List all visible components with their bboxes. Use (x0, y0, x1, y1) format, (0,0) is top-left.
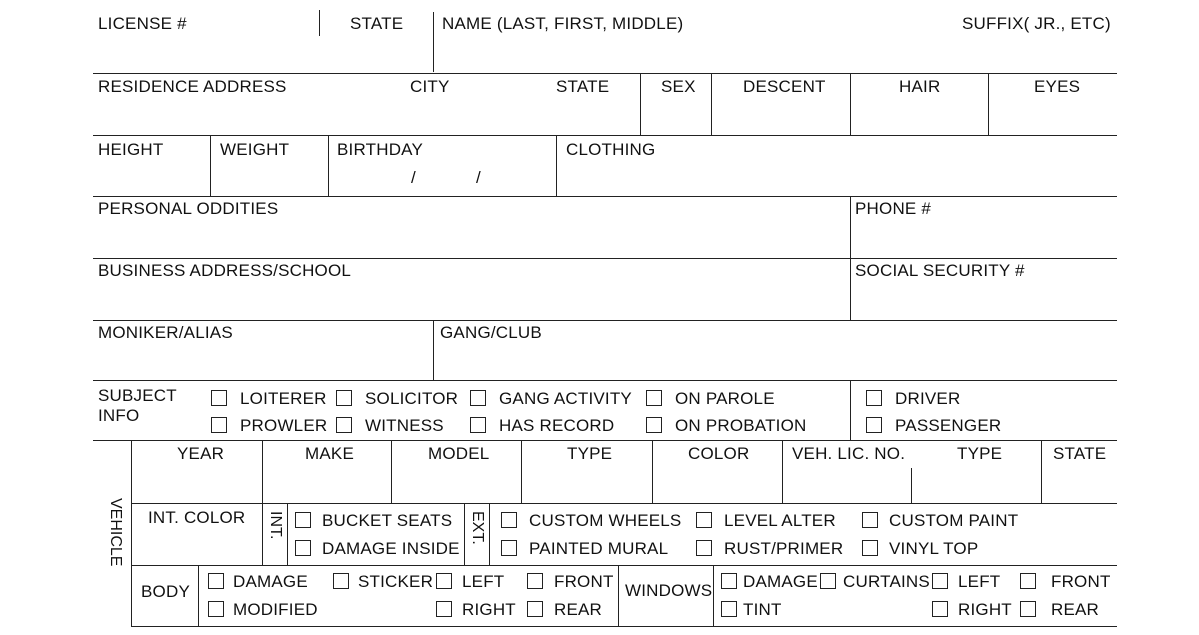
business-address-label: BUSINESS ADDRESS/SCHOOL (98, 261, 352, 280)
solicitor-label: SOLICITOR (365, 389, 459, 408)
rust-primer-label: RUST/PRIMER (724, 539, 844, 558)
divider (287, 503, 288, 565)
windows-label: WINDOWS (625, 581, 713, 600)
divider (850, 73, 851, 135)
custom-paint-checkbox[interactable] (862, 512, 878, 528)
model-label: MODEL (428, 444, 490, 463)
divider (198, 565, 199, 626)
on-probation-label: ON PROBATION (675, 416, 807, 435)
row-divider (93, 258, 1117, 259)
height-label: HEIGHT (98, 140, 164, 159)
windows-left-label: LEFT (958, 572, 1001, 591)
sticker-rear-checkbox[interactable] (527, 601, 543, 617)
loiterer-checkbox[interactable] (211, 390, 227, 406)
curtains-label: CURTAINS (843, 572, 930, 591)
windows-damage-checkbox[interactable] (721, 573, 737, 589)
sticker-front-checkbox[interactable] (527, 573, 543, 589)
residence-state-label: STATE (556, 77, 610, 96)
hair-label: HAIR (899, 77, 941, 96)
divider (391, 440, 392, 503)
passenger-checkbox[interactable] (866, 417, 882, 433)
solicitor-checkbox[interactable] (336, 390, 352, 406)
prowler-label: PROWLER (240, 416, 328, 435)
custom-wheels-checkbox[interactable] (501, 512, 517, 528)
veh-type-label: TYPE (957, 444, 1003, 463)
suffix-label: SUFFIX( JR., ETC) (962, 14, 1111, 33)
row-divider (131, 626, 1117, 627)
gang-activity-label: GANG ACTIVITY (499, 389, 632, 408)
weight-label: WEIGHT (220, 140, 290, 159)
driver-label: DRIVER (895, 389, 961, 408)
sticker-right-label: RIGHT (462, 600, 516, 619)
birthday-slash: / (476, 168, 481, 187)
vinyl-top-checkbox[interactable] (862, 540, 878, 556)
divider (556, 135, 557, 196)
vehicle-side-label: VEHICLE (107, 498, 124, 567)
residence-address-label: RESIDENCE ADDRESS (98, 77, 287, 96)
info-label: INFO (98, 406, 140, 425)
windows-rear-label: REAR (1051, 600, 1100, 619)
windows-right-label: RIGHT (958, 600, 1012, 619)
gang-club-label: GANG/CLUB (440, 323, 542, 342)
sticker-right-checkbox[interactable] (436, 601, 452, 617)
damage-inside-checkbox[interactable] (295, 540, 311, 556)
city-label: CITY (410, 77, 450, 96)
bucket-seats-checkbox[interactable] (295, 512, 311, 528)
windows-front-label: FRONT (1051, 572, 1111, 591)
birthday-slash: / (411, 168, 416, 187)
on-probation-checkbox[interactable] (646, 417, 662, 433)
custom-paint-label: CUSTOM PAINT (889, 511, 1019, 530)
birthday-label: BIRTHDAY (337, 140, 423, 159)
ssn-label: SOCIAL SECURITY # (855, 261, 1025, 280)
phone-label: PHONE # (855, 199, 932, 218)
bucket-seats-label: BUCKET SEATS (322, 511, 453, 530)
painted-mural-label: PAINTED MURAL (529, 539, 669, 558)
row-divider (93, 320, 1117, 321)
damage-inside-label: DAMAGE INSIDE (322, 539, 460, 558)
state-label: STATE (350, 14, 404, 33)
sticker-rear-label: REAR (554, 600, 603, 619)
divider (433, 12, 434, 72)
divider (328, 135, 329, 196)
windows-tint-checkbox[interactable] (721, 601, 737, 617)
witness-checkbox[interactable] (336, 417, 352, 433)
sticker-front-label: FRONT (554, 572, 614, 591)
clothing-label: CLOTHING (566, 140, 656, 159)
descent-label: DESCENT (743, 77, 826, 96)
make-label: MAKE (305, 444, 354, 463)
divider (652, 440, 653, 503)
windows-tint-label: TINT (743, 600, 782, 619)
body-modified-label: MODIFIED (233, 600, 318, 619)
loiterer-label: LOITERER (240, 389, 327, 408)
sticker-checkbox[interactable] (333, 573, 349, 589)
divider (711, 73, 712, 135)
divider (210, 135, 211, 196)
subject-label: SUBJECT (98, 386, 177, 405)
level-alter-label: LEVEL ALTER (724, 511, 836, 530)
divider (850, 380, 851, 440)
custom-wheels-label: CUSTOM WHEELS (529, 511, 682, 530)
row-divider (93, 73, 1117, 74)
row-divider (93, 135, 1117, 136)
painted-mural-checkbox[interactable] (501, 540, 517, 556)
divider (782, 440, 783, 503)
moniker-label: MONIKER/ALIAS (98, 323, 233, 342)
row-divider (131, 503, 1117, 504)
windows-damage-label: DAMAGE (743, 572, 818, 591)
divider (521, 440, 522, 503)
sticker-label: STICKER (358, 572, 434, 591)
divider (262, 503, 263, 565)
year-label: YEAR (177, 444, 225, 463)
windows-right-checkbox[interactable] (932, 601, 948, 617)
ext-side-label: EXT. (469, 511, 486, 545)
gang-activity-checkbox[interactable] (470, 390, 486, 406)
windows-front-checkbox[interactable] (1020, 573, 1036, 589)
row-divider (93, 440, 1117, 441)
sex-label: SEX (661, 77, 696, 96)
passenger-label: PASSENGER (895, 416, 1002, 435)
curtains-checkbox[interactable] (820, 573, 836, 589)
name-label: NAME (LAST, FIRST, MIDDLE) (442, 14, 684, 33)
divider (319, 10, 320, 36)
body-modified-checkbox[interactable] (208, 601, 224, 617)
row-divider (131, 565, 1117, 566)
personal-oddities-label: PERSONAL ODDITIES (98, 199, 279, 218)
body-damage-label: DAMAGE (233, 572, 308, 591)
type-label: TYPE (567, 444, 613, 463)
row-divider (93, 196, 1117, 197)
level-alter-checkbox[interactable] (696, 512, 712, 528)
divider (262, 440, 263, 503)
witness-label: WITNESS (365, 416, 444, 435)
vinyl-top-label: VINYL TOP (889, 539, 979, 558)
rust-primer-checkbox[interactable] (696, 540, 712, 556)
row-divider (93, 380, 1117, 381)
divider (713, 565, 714, 626)
windows-left-checkbox[interactable] (932, 573, 948, 589)
divider (464, 503, 465, 565)
divider (1041, 440, 1042, 503)
color-label: COLOR (688, 444, 750, 463)
divider (911, 468, 912, 503)
int-color-label: INT. COLOR (148, 508, 246, 527)
int-side-label: INT. (267, 511, 284, 540)
divider (489, 503, 490, 565)
veh-lic-label: VEH. LIC. NO. (792, 444, 906, 463)
veh-state-label: STATE (1053, 444, 1107, 463)
windows-rear-checkbox[interactable] (1020, 601, 1036, 617)
body-label: BODY (141, 582, 190, 601)
has-record-checkbox[interactable] (470, 417, 486, 433)
divider (988, 73, 989, 135)
prowler-checkbox[interactable] (211, 417, 227, 433)
divider (433, 320, 434, 380)
divider (640, 73, 641, 135)
on-parole-checkbox[interactable] (646, 390, 662, 406)
driver-checkbox[interactable] (866, 390, 882, 406)
divider (131, 440, 132, 626)
sticker-left-checkbox[interactable] (436, 573, 452, 589)
body-damage-checkbox[interactable] (208, 573, 224, 589)
has-record-label: HAS RECORD (499, 416, 615, 435)
on-parole-label: ON PAROLE (675, 389, 775, 408)
divider (618, 565, 619, 626)
sticker-left-label: LEFT (462, 572, 505, 591)
eyes-label: EYES (1034, 77, 1081, 96)
license-label: LICENSE # (98, 14, 187, 33)
